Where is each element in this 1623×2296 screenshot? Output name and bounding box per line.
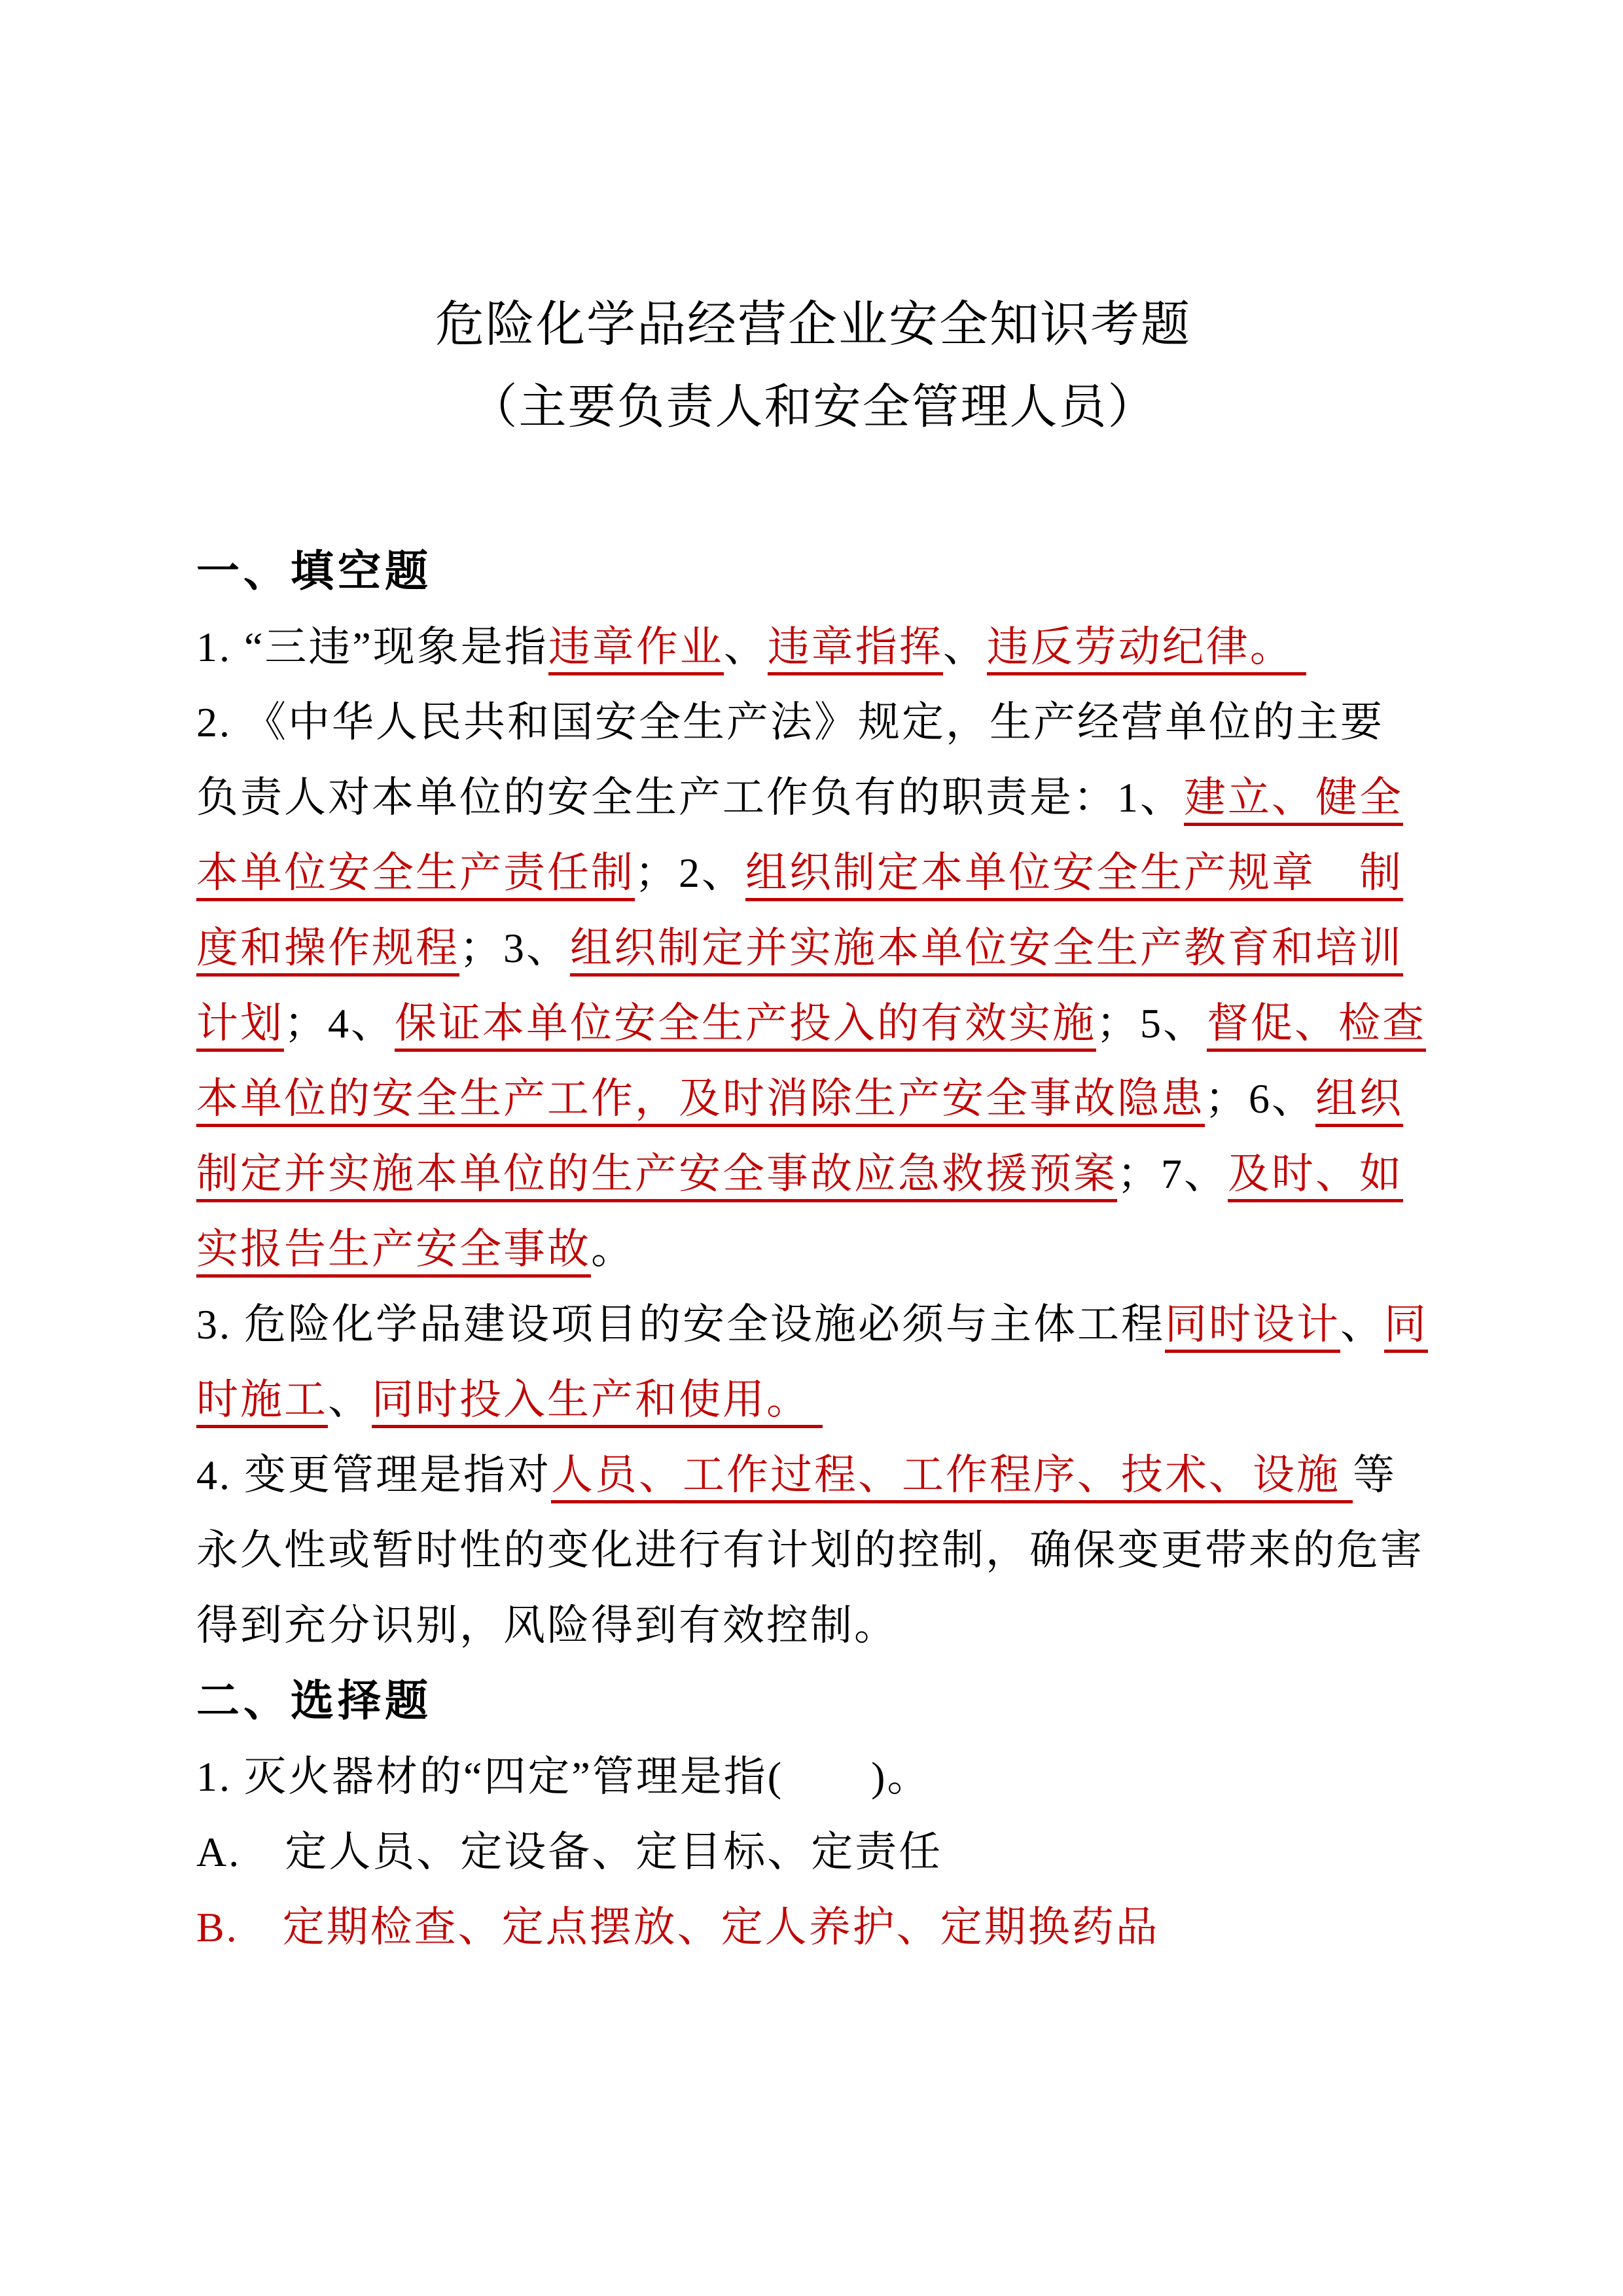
text-segment: A. 定人员、定设备、定目标、定责任 [196, 1829, 943, 1875]
document-title: 危险化学品经营企业安全知识考题 [435, 298, 1191, 352]
answer-text-underlined: 人员、工作过程、工作程序、技术、设施 [551, 1452, 1353, 1503]
text-segment: ；6、 [1205, 1075, 1315, 1122]
document-line [196, 1211, 1430, 1287]
answer-text-underlined: 实报告生产安全事故 [196, 1226, 591, 1278]
document-line [196, 910, 1430, 986]
answer-text-underlined: 时施工 [196, 1376, 328, 1428]
answer-text-underlined: 同时投入生产和使用。 [372, 1376, 823, 1428]
document-line [196, 986, 1430, 1061]
text-segment: ；2、 [635, 850, 745, 896]
text-segment: 得到充分识别，风险得到有效控制。 [196, 1602, 898, 1649]
answer-text-underlined: 违反劳动纪律。 [987, 624, 1306, 675]
document-line [196, 1136, 1430, 1211]
text-segment: 4. 变更管理是指对 [196, 1452, 551, 1498]
section-heading-text: 二、选择题 [196, 1676, 432, 1725]
answer-text-underlined: 督促、检查 [1207, 1000, 1426, 1052]
document-line [196, 1287, 1430, 1362]
answer-text-underlined: 计划 [196, 1000, 284, 1052]
document-subtitle: （主要负责人和安全管理人员） [469, 380, 1157, 433]
text-segment: 1. “三违”现象是指 [196, 624, 548, 670]
text-segment: 3. 危险化学品建设项目的安全设施必须与主体工程 [196, 1301, 1165, 1348]
text-segment: 1. 灭火器材的“四定”管理是指( )。 [196, 1753, 931, 1800]
section-heading-line [196, 533, 1430, 609]
document-line [196, 1814, 1430, 1890]
document-body [196, 533, 1430, 1965]
answer-text-underlined: 组织制定并实施本单位安全生产教育和培训 [570, 925, 1403, 977]
document-line [196, 609, 1430, 685]
text-segment: 负责人对本单位的安全生产工作负有的职责是：1、 [196, 774, 1184, 821]
answer-text-underlined: 同 [1384, 1301, 1428, 1353]
text-segment: 、 [942, 624, 987, 670]
answer-text-underlined: 保证本单位安全生产投入的有效实施 [395, 1000, 1096, 1052]
text-segment: 永久性或暂时性的变化进行有计划的控制，确保变更带来的危害 [196, 1527, 1424, 1573]
answer-text-underlined: 及时、如 [1228, 1151, 1403, 1202]
answer-text-underlined: 制定并实施本单位的生产安全事故应急救援预案 [196, 1151, 1117, 1202]
answer-text-underlined: 度和操作规程 [196, 925, 459, 977]
text-segment: ；5、 [1096, 1000, 1207, 1047]
text-segment: 、 [328, 1376, 372, 1423]
document-line [196, 1588, 1430, 1663]
text-segment: ；7、 [1117, 1151, 1228, 1197]
document-line [196, 1890, 1430, 1965]
text-segment: ；4、 [284, 1000, 395, 1047]
text-segment: 。 [591, 1226, 635, 1272]
answer-text: B. 定期检查、定点摆放、定人养护、定期换药品 [196, 1904, 1160, 1950]
section-heading-text: 一、填空题 [196, 547, 432, 595]
document-line [196, 1739, 1430, 1814]
answer-text-underlined: 同时设计 [1165, 1301, 1340, 1353]
text-segment: 2. 《中华人民共和国安全生产法》规定，生产经营单位的主要 [196, 699, 1384, 745]
document-line [196, 1513, 1430, 1588]
answer-text-underlined: 违章作业 [548, 624, 724, 675]
text-segment: 等 [1353, 1452, 1397, 1498]
document-line [196, 835, 1430, 910]
answer-text-underlined: 组织 [1315, 1075, 1403, 1127]
text-segment: 、 [1340, 1301, 1384, 1348]
document-line [196, 1061, 1430, 1136]
document-line [196, 760, 1430, 835]
answer-text-underlined: 违章指挥 [768, 624, 943, 675]
answer-text-underlined: 本单位的安全生产工作，及时消除生产安全事故隐患 [196, 1075, 1205, 1127]
answer-text-underlined: 建立、健全 [1184, 774, 1403, 826]
answer-text-underlined: 组织制定本单位安全生产规章 制 [745, 850, 1403, 901]
text-segment: ；3、 [459, 925, 570, 971]
text-segment: 、 [723, 624, 768, 670]
answer-text-underlined: 本单位安全生产责任制 [196, 850, 635, 901]
document-line [196, 685, 1430, 760]
section-heading-line [196, 1663, 1430, 1739]
document-line [196, 1437, 1430, 1513]
document-line [196, 1362, 1430, 1437]
